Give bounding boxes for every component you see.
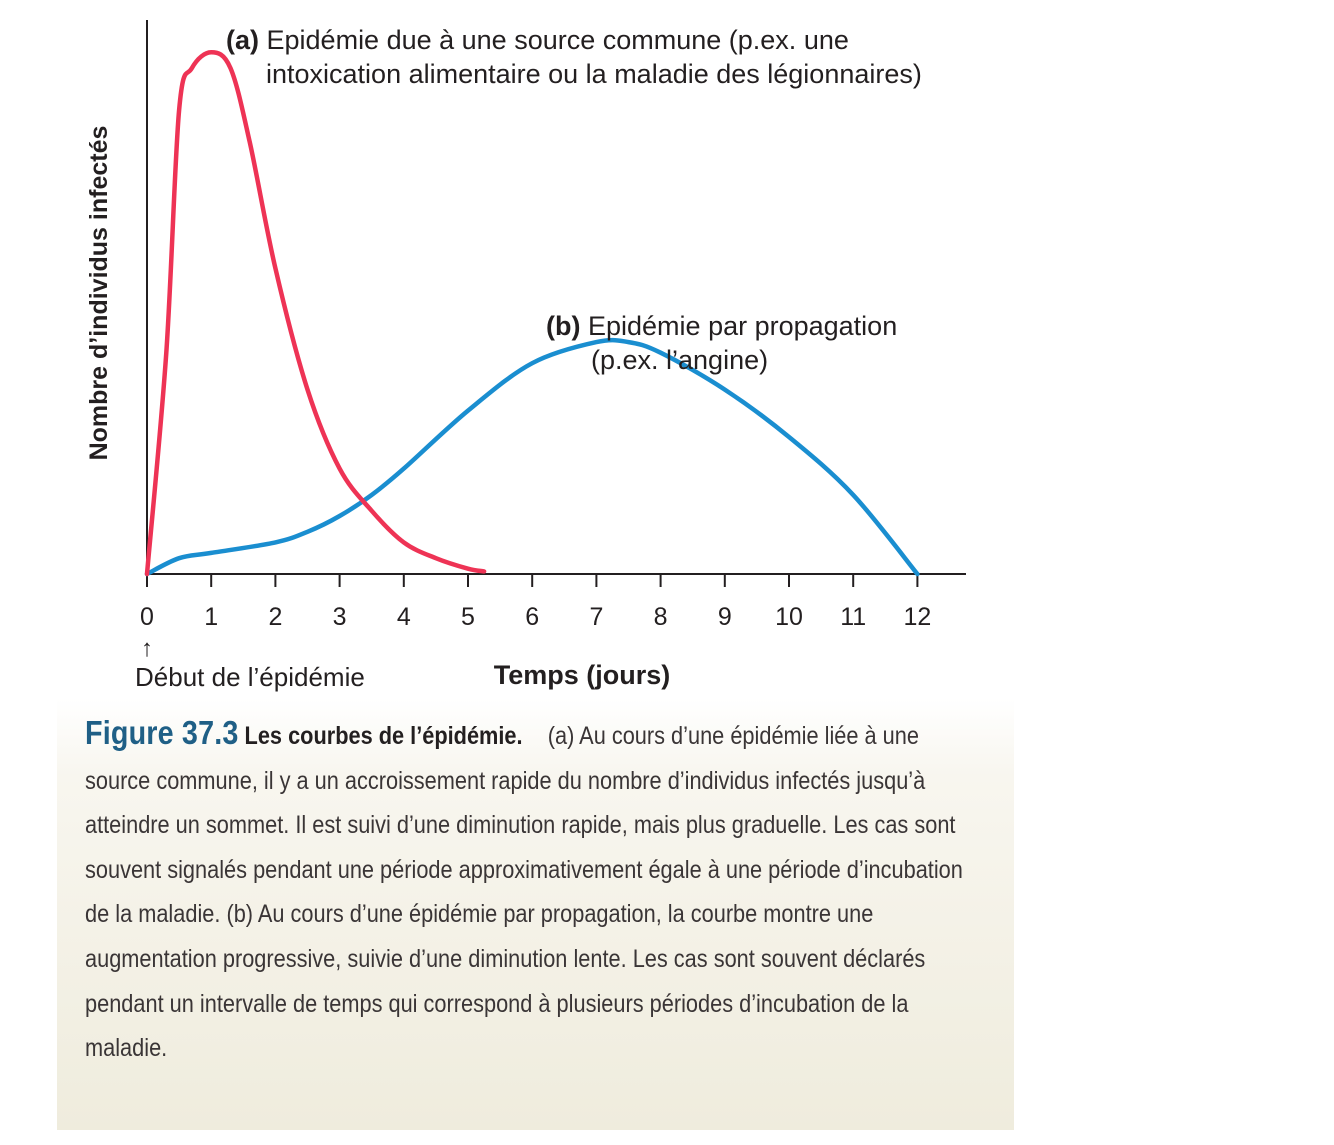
y-axis-label: Nombre d’individus infectés [85, 125, 113, 461]
annotation-b-tag: (b) [546, 311, 581, 341]
start-arrow: ↑ [141, 635, 153, 662]
figure-title: Les courbes de l’épidémie. [244, 722, 523, 750]
x-tick-label: 9 [717, 603, 732, 631]
curve-b-propagation [147, 340, 917, 574]
x-tick-label: 7 [589, 603, 604, 631]
x-axis-label: Temps (jours) [493, 660, 671, 690]
annotation-b-line1: Epidémie par propagation [588, 311, 898, 341]
annotation-b [546, 311, 897, 341]
x-tick-label: 6 [525, 603, 540, 631]
annotation-b-line2: (p.ex. l’angine) [591, 345, 769, 375]
x-tick-label: 11 [840, 603, 867, 631]
figure-caption [57, 698, 1014, 1130]
x-tick-label: 12 [903, 603, 932, 631]
x-tick-label: 5 [461, 603, 475, 631]
x-tick-label: 1 [204, 603, 219, 631]
start-label: Début de l’épidémie [135, 662, 365, 692]
x-tick-label: 0 [140, 603, 154, 631]
annotation-a-line1: Epidémie due à une source commune (p.ex. une [266, 25, 849, 55]
x-tick-label: 3 [332, 603, 347, 631]
x-tick-label: 10 [775, 603, 803, 631]
annotation-a-tag: (a) [226, 25, 259, 55]
caption-text: (a) Au cours d’une épidémie liée à une source commune, il y a un accroissement rapide du nombre d’individus infectés jusqu’à atteindre un sommet. Il est suivi d’une diminution rapide, mais plus graduelle. Les cas sont souvent signalés pendant une période approximativement égale à une période d’incubation de la maladie. (b) Au cours d’une épidémie par propagation, la courbe montre une augmentation progressive, suivie d’une diminution lente. Les cas sont souvent déclarés pendant un intervalle de temps qui correspond à plusieurs périodes d’incubation de la maladie. [85, 722, 963, 1063]
x-ticks [140, 574, 931, 631]
annotation-a-line2: intoxication alimentaire ou la maladie des légionnaires) [266, 59, 922, 89]
annotation-a [226, 25, 849, 55]
x-tick-label: 8 [653, 603, 668, 631]
caption-paragraph [85, 711, 990, 1071]
curve-a-common-source [147, 52, 484, 574]
x-tick-label: 4 [396, 603, 411, 631]
x-tick-label: 2 [268, 603, 283, 631]
figure-number: Figure 37.3 [85, 714, 239, 751]
